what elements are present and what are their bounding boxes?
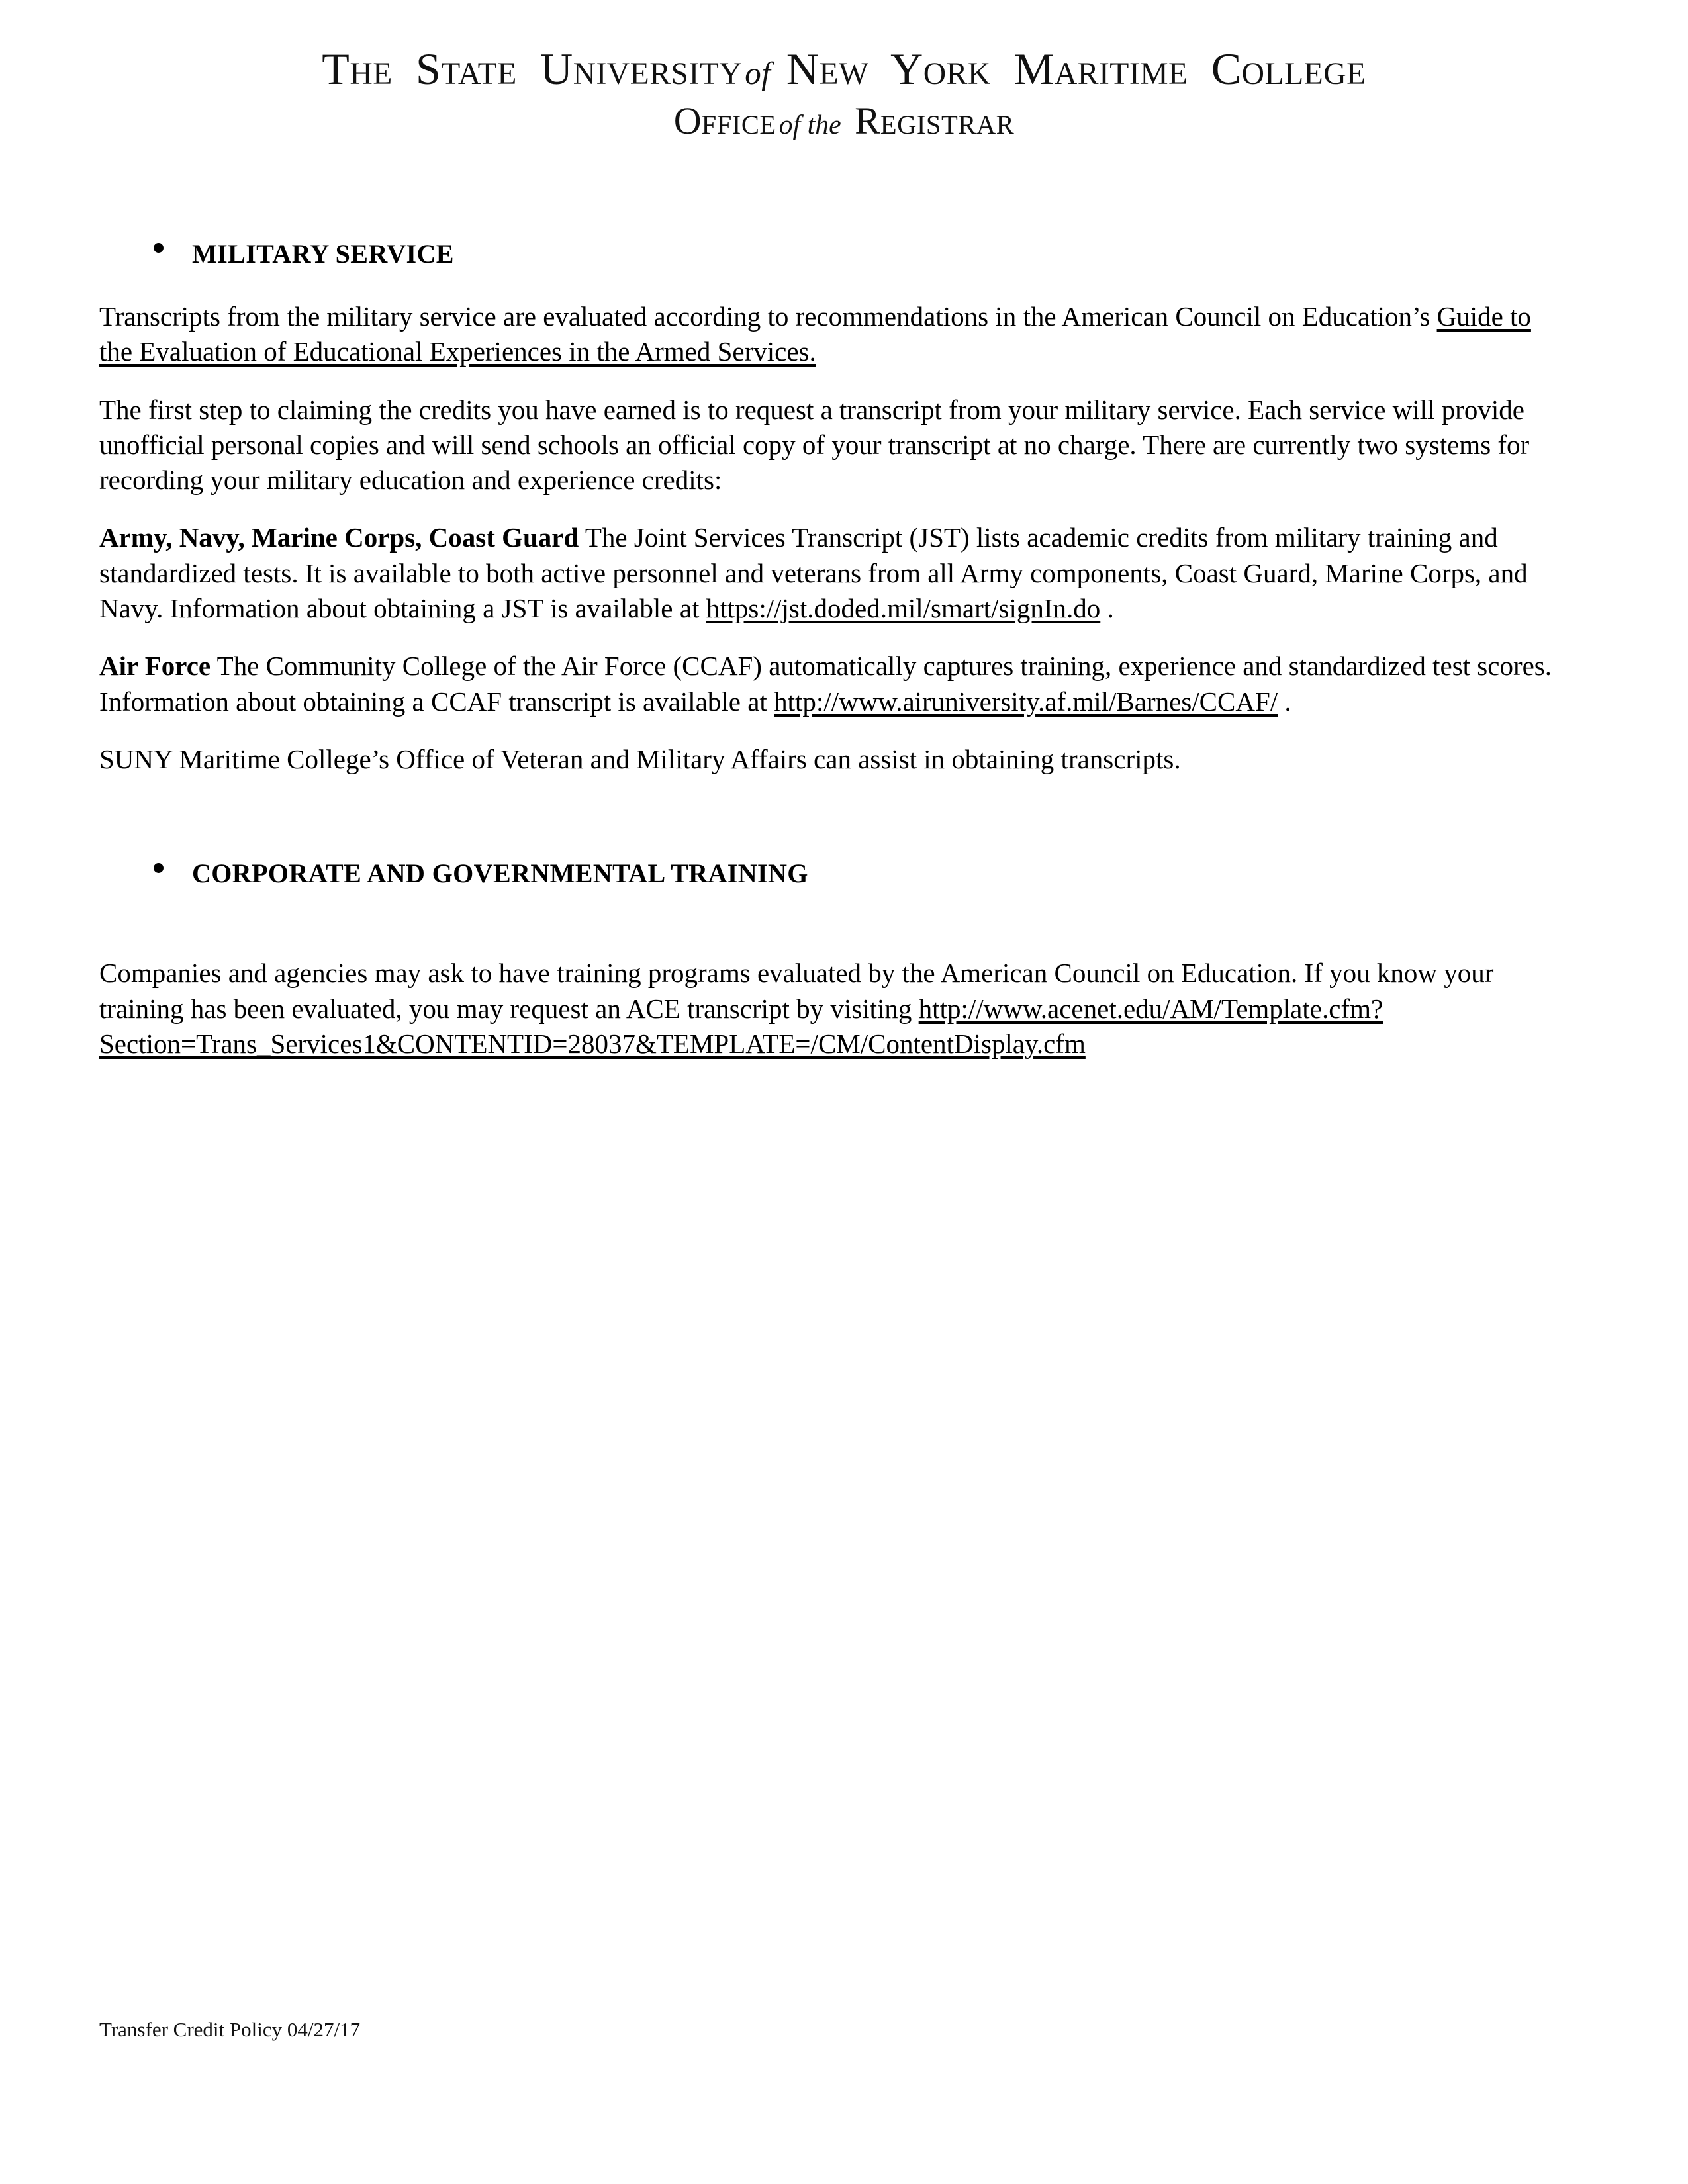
letterhead-line-university bbox=[0, 46, 1688, 92]
word-york: YORK bbox=[890, 44, 991, 94]
document-body bbox=[99, 238, 1566, 1062]
word-the: THE bbox=[322, 44, 393, 94]
paragraph-corporate-ace bbox=[99, 956, 1566, 1062]
word-of-italic: of bbox=[745, 55, 771, 91]
paragraph-military-intro bbox=[99, 299, 1566, 370]
word-maritime: MARITIME bbox=[1013, 44, 1188, 94]
footer-policy-date: Transfer Credit Policy 04/27/17 bbox=[99, 2018, 361, 2041]
bullet-dot-icon bbox=[154, 243, 164, 253]
word-office: OFFICE bbox=[673, 99, 776, 143]
letterhead-line-office bbox=[0, 101, 1688, 142]
label-army-navy-marine-coast: Army, Navy, Marine Corps, Coast Guard bbox=[99, 522, 579, 553]
paragraph-jst-tail: . bbox=[1100, 593, 1114, 624]
paragraph-military-intro-text: Transcripts from the military service are evaluated according to recommendations in the American Council on Education’s bbox=[99, 301, 1437, 332]
word-state: STATE bbox=[415, 44, 517, 94]
heading-corporate-governmental-training: CORPORATE AND GOVERNMENTAL TRAINING bbox=[192, 858, 808, 889]
paragraph-air-force bbox=[99, 649, 1566, 719]
paragraph-corporate-text: Companies and agencies may ask to have training programs evaluated by the American Council on Education. If you know your training has been evaluated, you may request an ACE transcript by visiting bbox=[99, 958, 1494, 1024]
word-new: NEW bbox=[786, 44, 869, 94]
paragraph-jst bbox=[99, 520, 1566, 626]
link-acenet-url[interactable]: http://www.acenet.edu/AM/Template.cfm?Section=Trans_Services1&CONTENTID=28037&TEMPLATE=/CM/ContentDisplay.cfm bbox=[99, 993, 1383, 1059]
paragraph-suny-veteran-affairs: SUNY Maritime College’s Office of Veteran and Military Affairs can assist in obtaining transcripts. bbox=[99, 743, 1181, 774]
paragraph-air-force-text: The Community College of the Air Force (CCAF) automatically captures training, experience and standardized test scores. Information about obtaining a CCAF transcript is available at bbox=[99, 651, 1552, 717]
word-university: UNIVERSITY bbox=[539, 44, 743, 94]
bullet-item-military-service bbox=[99, 238, 1566, 270]
word-registrar: REGISTRAR bbox=[855, 99, 1015, 143]
heading-military-service: MILITARY SERVICE bbox=[192, 239, 454, 269]
paragraph-jst-text: The Joint Services Transcript (JST) lists academic credits from military training and standardized tests. It is available to both active personnel and veterans from all Army components, Coast Guard, Marine Corps, and Navy. Information about obtaining a JST is available at bbox=[99, 522, 1528, 624]
bullet-dot-icon bbox=[154, 863, 164, 873]
bullet-item-corporate-training bbox=[99, 858, 1566, 889]
guide-title-underlined: Guide to the Evaluation of Educational Experiences in the Armed Services. bbox=[99, 301, 1531, 367]
label-air-force: Air Force bbox=[99, 651, 211, 682]
letterhead bbox=[0, 46, 1688, 142]
paragraph-first-step: The first step to claiming the credits you have earned is to request a transcript from your military service. Each service will provide unofficial personal copies and will send schools an official copy of your transcript at no charge. There are currently two systems for recording your military education and experience credits: bbox=[99, 394, 1530, 496]
word-of-the-italic: of the bbox=[778, 110, 841, 141]
link-jst-url[interactable]: https://jst.doded.mil/smart/signIn.do bbox=[706, 593, 1101, 624]
paragraph-air-force-tail: . bbox=[1278, 686, 1291, 717]
link-ccaf-url[interactable]: http://www.airuniversity.af.mil/Barnes/CCAF/ bbox=[774, 686, 1278, 717]
word-college: COLLEGE bbox=[1211, 44, 1366, 94]
